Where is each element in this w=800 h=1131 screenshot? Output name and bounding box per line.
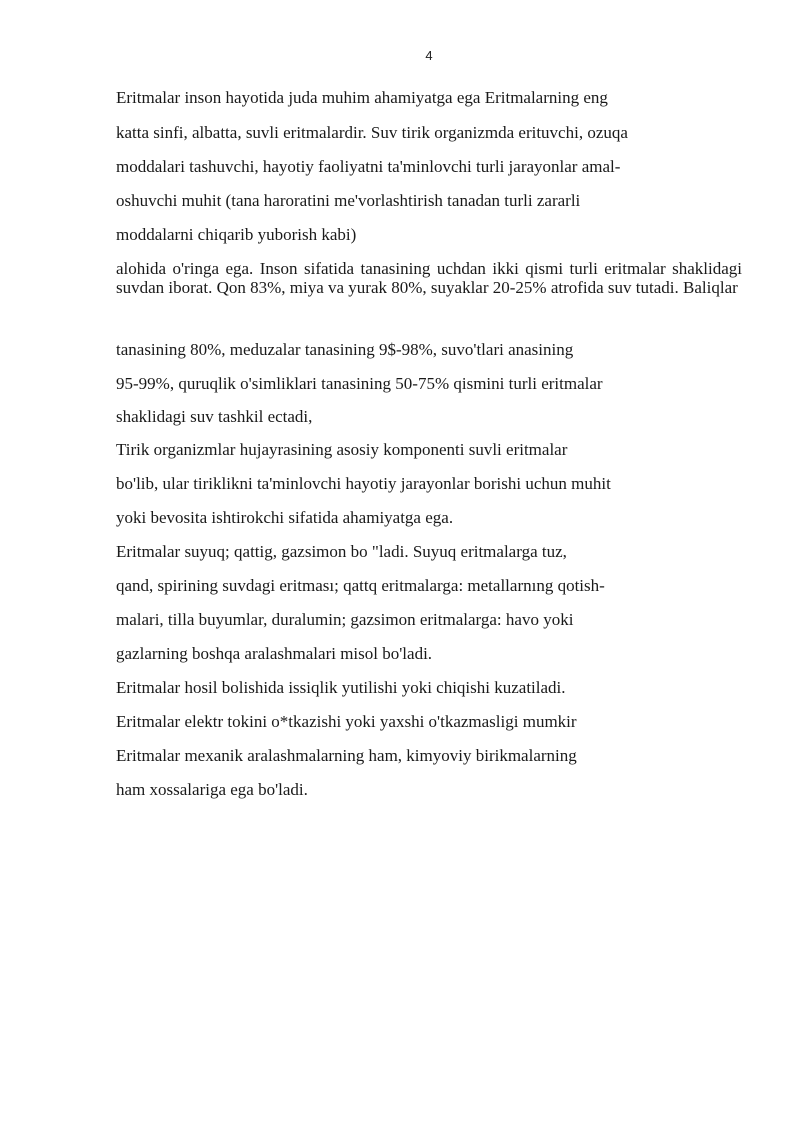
text-line: katta sinfi, albatta, suvli eritmalardir. Suv tirik organizmda erituvchi, ozuqa bbox=[116, 123, 628, 142]
text-line: moddalarni chiqarib yuborish kabi) bbox=[116, 225, 357, 244]
text-line: tanasining 80%, meduzalar tanasining 9$-98%, suvo'tlari anasining bbox=[116, 340, 574, 359]
text-line: gazlarning boshqa aralashmalari misol bo'ladi. bbox=[116, 644, 433, 663]
text-line: Eritmalar inson hayotida juda muhim ahamiyatga ega Eritmalarning eng bbox=[116, 88, 608, 107]
text-line: qand, spirining suvdagi eritması; qattq eritmalarga: metallarnıng qotish- bbox=[116, 576, 605, 595]
justified-paragraph: alohida o'ringa ega. Inson sifatida tanasining uchdan ikki qismi turli eritmalar shaklidagi suvdan iborat. Qon 83%, miya va yurak 80%, suyaklar 20-25% atrofida suv tutadi. Baliqlar bbox=[116, 259, 742, 297]
text-line: malari, tilla buyumlar, duralumin; gazsimon eritmalarga: havo yoki bbox=[116, 610, 574, 629]
text-line: Eritmalar mexanik aralashmalarning ham, kimyoviy birikmalarning bbox=[116, 746, 577, 765]
text-line: Eritmalar elektr tokini o*tkazishi yoki yaxshi o'tkazmasligi mumkir bbox=[116, 712, 577, 731]
text-line: bo'lib, ular tiriklikni ta'minlovchi hayotiy jarayonlar borishi uchun muhit bbox=[116, 474, 611, 493]
text-line: oshuvchi muhit (tana haroratini me'vorlashtirish tanadan turli zararli bbox=[116, 191, 581, 210]
text-line: Eritmalar hosil bolishida issiqlik yutilishi yoki chiqishi kuzatiladi. bbox=[116, 678, 566, 697]
text-line: moddalari tashuvchi, hayotiy faoliyatni ta'minlovchi turli jarayonlar amal- bbox=[116, 157, 621, 176]
text-line: 95-99%, quruqlik o'simliklari tanasining 50-75% qismini turli eritmalar bbox=[116, 374, 603, 393]
page-number: 4 bbox=[425, 48, 433, 63]
text-line: yoki bevosita ishtirokchi sifatida ahamiyatga ega. bbox=[116, 508, 454, 527]
text-line: shaklidagi suv tashkil ectadi, bbox=[116, 407, 313, 426]
text-line: Eritmalar suyuq; qattig, gazsimon bo "ladi. Suyuq eritmalarga tuz, bbox=[116, 542, 567, 561]
text-line: Tirik organizmlar hujayrasining asosiy komponenti suvli eritmalar bbox=[116, 440, 568, 459]
text-line: ham xossalariga ega bo'ladi. bbox=[116, 780, 308, 799]
